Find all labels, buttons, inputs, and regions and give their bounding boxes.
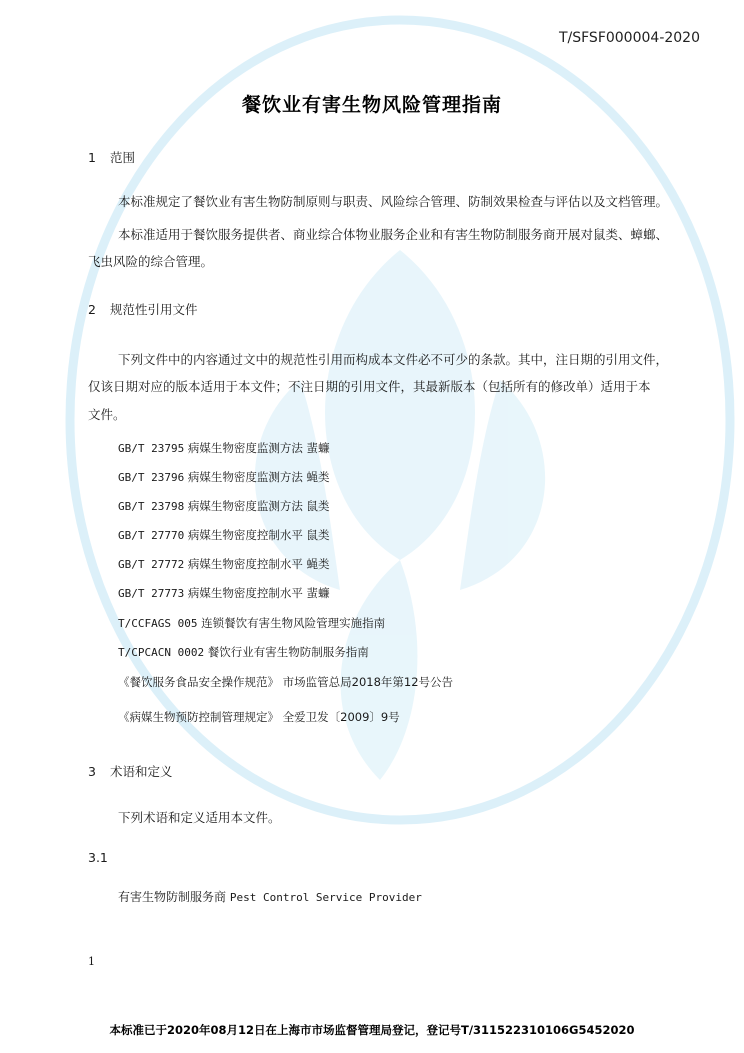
reference-title: 病媒生物密度监测方法 蝇类 <box>187 470 330 484</box>
normative-intro-line-2: 仅该日期对应的版本适用于本文件；不注日期的引用文件，其最新版本（包括所有的修改单）适用于本 <box>88 379 651 394</box>
reference-code: T/CCFAGS 005 <box>118 617 198 630</box>
reference-item <box>118 498 330 514</box>
scope-paragraph-2-line-1: 本标准适用于餐饮服务提供者、商业综合体物业服务企业和有害生物防制服务商开展对鼠类、蟑螂、 <box>118 227 669 242</box>
reference-item <box>118 469 330 485</box>
reference-item <box>118 674 453 690</box>
section-3-heading <box>88 762 173 780</box>
section-title: 范围 <box>110 150 136 165</box>
reference-code: GB/T 23796 <box>118 471 185 484</box>
reference-title: 市场监管总局2018年第12号公告 <box>282 675 454 689</box>
reference-title: 病媒生物密度监测方法 鼠类 <box>187 499 330 513</box>
reference-title: 全爱卫发〔2009〕9号 <box>282 710 400 724</box>
section-title: 规范性引用文件 <box>110 302 198 317</box>
section-number: 3 <box>88 764 96 779</box>
reference-code: T/CPCACN 0002 <box>118 646 205 659</box>
reference-code: 《餐饮服务食品安全操作规范》 <box>118 675 279 689</box>
reference-item <box>118 615 385 631</box>
page-title: 餐饮业有害生物风险管理指南 <box>241 94 502 116</box>
reference-item <box>118 585 330 601</box>
reference-item <box>118 527 330 543</box>
scope-paragraph-2-line-2: 飞虫风险的综合管理。 <box>88 254 214 269</box>
reference-code: 《病媒生物预防控制管理规定》 <box>118 710 279 724</box>
page-number: 1 <box>88 955 95 968</box>
scope-paragraph-1: 本标准规定了餐饮业有害生物防制原则与职责、风险综合管理、防制效果检查与评估以及文档管理。 <box>118 194 669 209</box>
reference-title: 病媒生物密度控制水平 蝇类 <box>187 557 330 571</box>
section-2-heading <box>88 300 198 318</box>
reference-item <box>118 709 400 725</box>
terms-intro: 下列术语和定义适用本文件。 <box>118 810 281 825</box>
section-title: 术语和定义 <box>110 764 173 779</box>
reference-title: 餐饮行业有害生物防制服务指南 <box>207 645 369 659</box>
reference-title: 病媒生物密度监测方法 蜚蠊 <box>187 441 330 455</box>
reference-code: GB/T 27770 <box>118 529 185 542</box>
normative-intro-line-3: 文件。 <box>88 407 126 422</box>
normative-intro-line-1: 下列文件中的内容通过文中的规范性引用而构成本文件必不可少的条款。其中，注日期的引用文件， <box>118 352 669 367</box>
registration-footer: 本标准已于2020年08月12日在上海市市场监督管理局登记，登记号T/311522310106G5452020 <box>109 1023 635 1037</box>
reference-item <box>118 644 369 660</box>
section-number: 2 <box>88 302 96 317</box>
term-chinese: 有害生物防制服务商 <box>118 890 227 904</box>
section-number: 1 <box>88 150 96 165</box>
reference-code: GB/T 27773 <box>118 587 185 600</box>
reference-title: 连锁餐饮有害生物风险管理实施指南 <box>201 616 386 630</box>
reference-item <box>118 556 330 572</box>
reference-title: 病媒生物密度控制水平 蜚蠊 <box>187 586 330 600</box>
term-english: Pest Control Service Provider <box>229 891 422 904</box>
reference-item <box>118 440 330 456</box>
reference-title: 病媒生物密度控制水平 鼠类 <box>187 528 330 542</box>
term-number: 3.1 <box>88 850 108 865</box>
section-1-heading <box>88 148 135 166</box>
reference-code: GB/T 27772 <box>118 558 185 571</box>
reference-code: GB/T 23795 <box>118 442 185 455</box>
term-3-1 <box>118 888 422 905</box>
document-code: T/SFSF000004-2020 <box>558 30 700 46</box>
reference-code: GB/T 23798 <box>118 500 185 513</box>
